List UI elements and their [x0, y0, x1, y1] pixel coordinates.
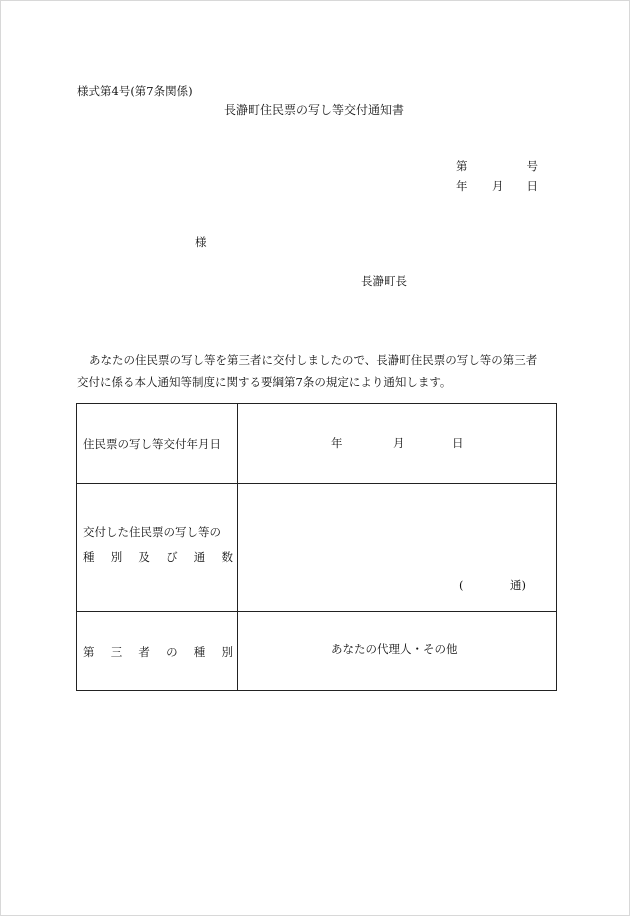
- label-char: 種: [83, 550, 95, 564]
- copies-open-paren: (: [459, 578, 464, 592]
- issue-date-label: 住民票の写し等交付年月日: [83, 437, 221, 451]
- label-char: 別: [110, 550, 123, 564]
- table-date-day: 日: [452, 436, 464, 450]
- table-date-year: 年: [331, 436, 343, 450]
- table-row-third-party: [77, 612, 556, 690]
- label-char: 第: [83, 645, 95, 659]
- reference-prefix: 第: [456, 159, 468, 173]
- label-char: 種: [193, 645, 206, 659]
- document-title: 長瀞町住民票の写し等交付通知書: [224, 103, 405, 117]
- label-char: 三: [110, 645, 123, 659]
- third-party-type-value: あなたの代理人・その他: [331, 642, 458, 656]
- label-char: び: [166, 550, 178, 564]
- table-date-month: 月: [393, 436, 405, 450]
- addressee-honorific: 様: [195, 235, 207, 249]
- reference-suffix: 号: [526, 159, 538, 173]
- notice-body-line: あなたの住民票の写し等を第三者に交付しましたので、長瀞町住民票の写し等の第三者: [89, 353, 538, 367]
- label-char: の: [166, 645, 178, 659]
- document-type-label-line2: [83, 552, 233, 564]
- label-char: 数: [221, 550, 233, 564]
- issuer-name: 長瀞町長: [361, 274, 407, 288]
- notice-body: [77, 349, 557, 393]
- table-row-document-type: [77, 484, 556, 612]
- table-row-issue-date: [77, 404, 556, 484]
- date-month-label: 月: [492, 179, 504, 193]
- third-party-label: [83, 647, 233, 659]
- document-type-label-line1: 交付した住民票の写し等の: [83, 525, 221, 539]
- label-char: 通: [193, 550, 206, 564]
- label-char: 者: [138, 645, 150, 659]
- form-number: 様式第4号(第7条関係): [77, 84, 193, 98]
- label-char: 及: [138, 550, 150, 564]
- date-day-label: 日: [526, 179, 538, 193]
- notice-body-line: 交付に係る本人通知等制度に関する要綱第7条の規定により通知します。: [77, 375, 452, 389]
- label-char: 別: [221, 645, 233, 659]
- copies-unit: 通): [510, 578, 526, 592]
- notice-table: [76, 403, 557, 691]
- date-year-label: 年: [456, 179, 468, 193]
